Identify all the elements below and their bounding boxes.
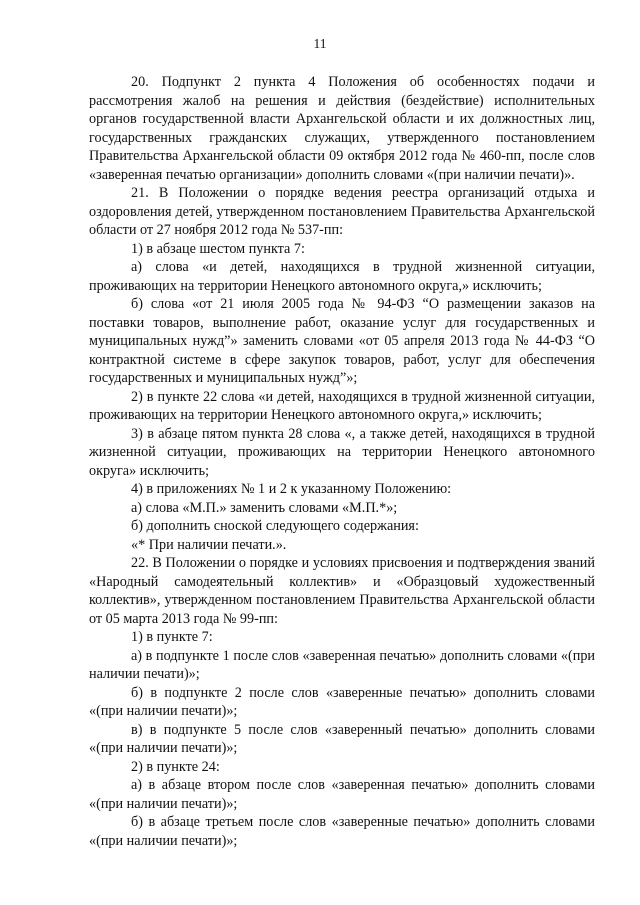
paragraph-21-item-4b: б) дополнить сноской следующего содержания:: [131, 518, 419, 534]
paragraph-21-item-2: 2) в пункте 22 слова «и детей, находящихся в трудной жизненной ситуации, проживающих на территории Ненецкого автономного округа,» исключить;: [89, 388, 595, 423]
paragraph-21-item-1b: б) слова «от 21 июля 2005 года № 94-ФЗ “О размещении заказов на поставки товаров, выполнение работ, оказание услуг для государственных и муниципальных нужд”» заменить словами «от 05 апреля 2013 года № 44-ФЗ “О контрактной системе в сфере закупок товаров, работ, услуг для обеспечения государственных и муниципальных нужд”»;: [89, 296, 595, 386]
paragraph-22-item-2: 2) в пункте 24:: [131, 758, 220, 775]
paragraph-22-item-1b: б) в подпункте 2 после слов «заверенные печатью» дополнить словами «(при наличии печати)»;: [89, 684, 595, 719]
paragraph-21-footnote: «* При наличии печати.».: [131, 536, 287, 553]
paragraph-22: 22. В Положении о порядке и условиях присвоения и подтверждения званий «Народный самодеятельный коллектив» и «Образцовый художественный коллектив», утвержденном постановлением Правительства Архангельской области от 05 марта 2013 года № 99-пп:: [89, 555, 595, 627]
paragraph-22-item-1: 1) в пункте 7:: [131, 629, 213, 645]
paragraph-21-item-3: 3) в абзаце пятом пункта 28 слова «, а также детей, находящихся в трудной жизненной ситуации, проживающих на территории Ненецкого автономного округа» исключить;: [89, 425, 595, 479]
document-body: [89, 73, 595, 850]
paragraph-21-item-4a: а) слова «М.П.» заменить словами «М.П.*»;: [131, 499, 398, 516]
paragraph-21: 21. В Положении о порядке ведения реестра организаций отдыха и оздоровления детей, утвержденном постановлением Правительства Архангельской области от 27 ноября 2012 года № 537-пп:: [89, 185, 595, 238]
paragraph-22-item-2b: б) в абзаце третьем после слов «заверенные печатью» дополнить словами «(при наличии печати)»;: [89, 814, 595, 849]
paragraph-20: 20. Подпункт 2 пункта 4 Положения об особенностях подачи и рассмотрения жалоб на решения и действия (бездействие) исполнительных органов государственной власти Архангельской области и их должностных лиц, государственных гражданских служащих, утвержденного постановлением Правительства Архангельской области 09 октября 2012 года № 460-пп, после слов «заверенная печатью организации» дополнить словами «(при наличии печати)».: [89, 74, 595, 183]
paragraph-21-item-1: 1) в абзаце шестом пункта 7:: [131, 240, 305, 257]
paragraph-22-item-1v: в) в подпункте 5 после слов «заверенный печатью» дополнить словами «(при наличии печати)»;: [89, 721, 595, 756]
paragraph-21-item-4: 4) в приложениях № 1 и 2 к указанному Положению:: [131, 481, 452, 497]
page-number: 11: [313, 36, 327, 51]
paragraph-22-item-1a: а) в подпункте 1 после слов «заверенная печатью» дополнить словами «(при наличии печати)»;: [89, 647, 595, 682]
paragraph-21-item-1a: а) слова «и детей, находящихся в трудной жизненной ситуации, проживающих на территории Ненецкого автономного округа,» исключить;: [89, 259, 595, 294]
paragraph-22-item-2a: а) в абзаце втором после слов «заверенная печатью» дополнить словами «(при наличии печати)»;: [89, 777, 595, 812]
